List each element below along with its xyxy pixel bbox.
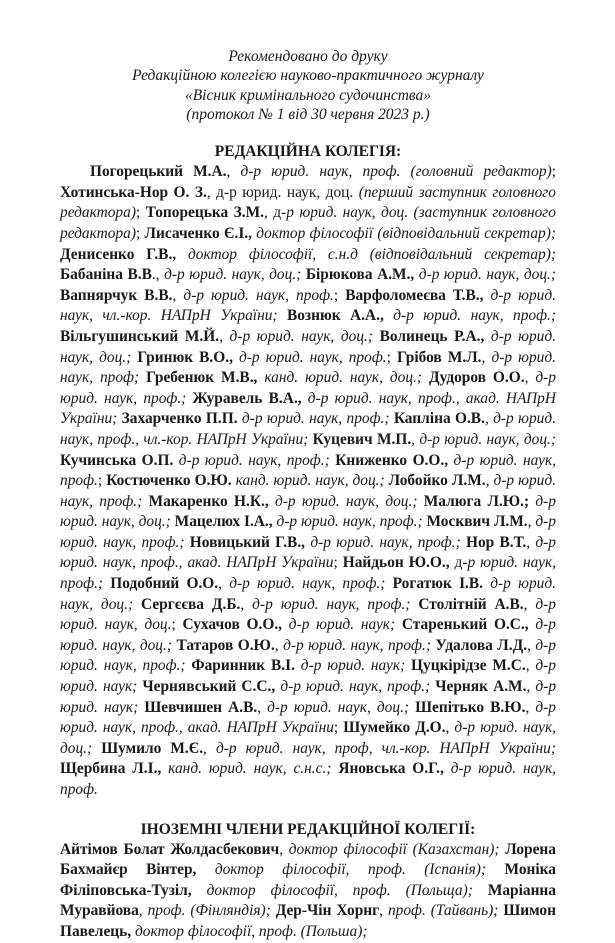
member-credentials: д-р юрид. наук, проф.;: [305, 533, 467, 551]
text-separator: ,: [279, 840, 289, 858]
text-separator: ,: [526, 533, 536, 551]
member-name: Найдьон Ю.О.,: [342, 554, 450, 572]
text-separator: ;: [171, 616, 183, 634]
member-credentials: р юрид. наук, доц. (заступник головного редактора): [60, 204, 556, 242]
text-separator: ;: [386, 348, 397, 366]
member-name: Шевчишен А.В.: [144, 698, 258, 716]
editorial-board-heading: РЕДАКЦІЙНА КОЛЕГІЯ:: [214, 143, 402, 161]
member-credentials: д-р юрид. наук, проф.;: [252, 595, 419, 613]
recommendation-block: [60, 47, 556, 124]
text-separator: , д-: [263, 204, 287, 222]
member-name: Айтімов Болат Жолдасбекович: [60, 840, 280, 858]
member-name: Яновська О.Г.,: [338, 760, 444, 778]
member-name: Шепітько В.Ю.: [415, 698, 526, 716]
member-name: Дер-Чін Хорнг: [275, 902, 380, 920]
member-credentials: проф. (Фінляндія);: [147, 902, 276, 920]
member-credentials: д-р юрид. наук, проф.;: [272, 513, 427, 531]
protocol-line: (протокол № 1 від 30 червня 2023 р.): [186, 105, 430, 123]
member-credentials: д-р юрид. наук, доц.;: [60, 575, 556, 613]
member-name: Костюченко О.Ю.: [106, 472, 232, 490]
text-separator: ,: [240, 595, 253, 613]
member-name: Вапнярчук В.В.: [60, 286, 173, 304]
member-name: Дудоров О.О.: [429, 369, 525, 387]
member-name: Книженко О.О.,: [335, 451, 449, 469]
member-credentials: д-р юрид. наук, проф.: [183, 286, 334, 304]
member-credentials: д-р юрид. наук, проф.;: [173, 451, 336, 469]
member-name: Денисенко Г.В.,: [60, 245, 177, 263]
foreign-members-list: [60, 840, 556, 943]
member-name: Сухачов О.О.,: [182, 616, 283, 634]
text-separator: ;: [333, 719, 344, 737]
member-name: Маріанна Муравйова: [60, 881, 556, 920]
member-credentials: , д-р юрид. наук, проф.;: [60, 369, 556, 407]
member-credentials: д-р юрид. наук;: [60, 657, 556, 696]
member-credentials: д-р юрид. наук, проф.;: [275, 678, 436, 696]
member-credentials: д-р юрид. наук;: [294, 657, 412, 675]
recommendation-line: Редакційною колегією науково-практичного журналу: [132, 67, 484, 85]
member-name: Цуцкірідзе М.С.: [411, 657, 526, 675]
member-credentials: канд. юрид. наук, с.н.с.;: [161, 760, 339, 778]
member-name: Бабаніна В.В: [60, 266, 152, 284]
member-name: Татаров О.Ю.: [176, 636, 275, 654]
member-name: Варфоломеєва Т.В.,: [345, 286, 484, 304]
member-credentials: доктор філософії, проф. (Польша);: [131, 922, 368, 940]
text-separator: ,: [218, 575, 230, 593]
member-name: Гребенюк М.В.,: [146, 369, 258, 387]
text-separator: ,: [527, 513, 536, 531]
member-name: Гринюк В.О.,: [137, 348, 233, 366]
member-name: Захарченко П.П.: [121, 410, 238, 428]
member-name: Столітній А.В.: [418, 595, 524, 613]
member-credentials: д-р юрид. наук, проф., акад. НАПрН України: [60, 698, 556, 737]
member-credentials: д-р юрид. наук, проф.;: [60, 636, 556, 675]
editorial-board-list: [60, 162, 556, 800]
text-separator: ;: [333, 286, 346, 304]
member-name: Бірюкова А.М.,: [305, 266, 415, 284]
member-credentials: д-р юрид. наук, доц.;: [60, 492, 556, 531]
member-credentials: проф. (Тайвань);: [387, 902, 504, 920]
member-credentials: (перший заступник головного редактора): [60, 183, 556, 222]
member-name: Вознюк А.А.,: [286, 307, 384, 325]
member-credentials: д-р юрид. наук, проф.: [60, 760, 556, 798]
member-name: Сергєєва Д.Б.: [141, 595, 241, 613]
member-credentials: д-р юрид. наук, доц.;: [60, 719, 556, 757]
member-name: Погорецький М.А.: [90, 163, 227, 181]
member-credentials: д-р юрид. наук, проф, чл.-кор. НАПрН України;: [215, 739, 556, 757]
member-name: Кучинська О.П.: [60, 451, 174, 469]
member-credentials: , д-р юрид. наук, проф.;: [60, 472, 557, 510]
text-separator: ,: [445, 719, 455, 737]
member-name: Москвич Л.М.: [426, 513, 528, 531]
member-name: Подобний О.О.: [110, 575, 219, 593]
member-credentials: д-р юрид. наук, проф.: [60, 451, 557, 490]
text-separator: ;: [333, 554, 343, 572]
member-credentials: д-р юрид. наук, доц.: [60, 595, 556, 634]
member-credentials: д-р юрид. наук, проф.;: [229, 575, 393, 593]
text-separator: , д-р юрид. наук, доц.: [206, 183, 359, 201]
member-name: Хотинська-Нор О. З.: [60, 183, 207, 201]
member-credentials: д-р юрид. наук, проф.;: [283, 636, 436, 654]
member-name: Щербина Л.І.,: [60, 760, 162, 778]
member-name: Удалова Л.Д.: [435, 636, 528, 654]
member-credentials: д-р юрид. наук, доц.;: [267, 698, 416, 716]
member-credentials: д-р юрид. наук;: [282, 616, 402, 634]
member-name: Шумило М.Є.: [101, 739, 204, 757]
member-credentials: , д-р юрид. наук, проф., чл.-кор. НАПрН України;: [60, 410, 556, 448]
member-credentials: д-р юрид. наук, доц.;: [60, 616, 556, 654]
text-separator: ,: [526, 678, 536, 696]
member-name: Лобойко Л.М.: [388, 472, 486, 490]
member-name: Лорена Бахмайєр Вінтер,: [60, 840, 556, 879]
member-name: Шумейко Д.О.: [343, 719, 446, 737]
text-separator: ;: [135, 204, 146, 222]
member-name: Малюга Л.Ю.;: [423, 492, 530, 510]
text-separator: ,: [257, 698, 268, 716]
member-credentials: д-р юрид. наук, доц.;: [268, 492, 424, 510]
journal-title: «Вісник кримінального судочинства»: [184, 86, 432, 104]
text-separator: ,: [525, 657, 536, 675]
text-separator: ,: [525, 698, 536, 716]
member-credentials: д-р юрид. наук, проф.: [232, 348, 387, 366]
member-credentials: д-р юрид. наук, доц.;: [414, 266, 556, 284]
member-name: Мацелюх І.А.,: [174, 513, 273, 531]
text-separator: ,: [138, 902, 148, 920]
member-credentials: , д-р юрид. наук, проф;: [60, 348, 557, 387]
text-separator: ,: [527, 636, 536, 654]
text-separator: ,: [523, 595, 536, 613]
member-credentials: , д-р юрид. наук, доц.;: [411, 430, 556, 448]
document-page: [60, 47, 556, 943]
member-name: Моніка Філіповська-Тузіл,: [60, 861, 556, 899]
recommendation-line: Рекомендовано до друку: [228, 48, 388, 65]
member-name: Макаренко Н.К.,: [148, 492, 269, 510]
text-separator: ,: [379, 902, 388, 920]
member-credentials: доктор філософії, проф. (Польща);: [191, 881, 488, 899]
member-name: Черняк А.М.: [435, 678, 527, 696]
member-name: Капліна О.В.: [393, 410, 485, 428]
member-credentials: д-р юрид. наук, проф., акад. НАПрН України: [60, 533, 556, 572]
member-credentials: доктор філософії (Казахстан);: [288, 840, 506, 858]
member-name: Новицький Г.В.,: [189, 533, 306, 551]
member-credentials: д-р юрид. наук, проф., акад. НАПрН України;: [60, 389, 556, 428]
member-name: Чернявський С.С.,: [142, 678, 276, 696]
member-name: Фаринник В.І.: [191, 657, 295, 675]
member-credentials: канд. юрид. наук, доц.;: [231, 472, 389, 490]
member-credentials: , д-р юрид. наук, доц.;: [219, 327, 380, 345]
member-name: Старенький О.С.,: [401, 616, 529, 634]
member-credentials: д-р юрид. наук, доц.;: [164, 266, 306, 284]
member-credentials: доктор філософії, проф. (Іспанія);: [196, 861, 505, 879]
member-credentials: д-р юрид. наук, чл.-кор. НАПрН України;: [60, 286, 557, 325]
text-separator: ,: [203, 739, 216, 757]
member-credentials: д-р юрид. наук;: [60, 678, 557, 716]
text-separator: ,: [226, 163, 241, 181]
text-separator: ,: [274, 636, 284, 654]
member-name: Вільгушинський М.Й.: [60, 327, 220, 345]
member-name: Лисаченко Є.І.,: [144, 224, 252, 242]
member-credentials: д-р юрид. наук, проф.;: [60, 513, 556, 551]
text-separator: ;: [551, 163, 556, 181]
member-name: Журавель В.А.,: [192, 389, 302, 407]
member-name: Нор В.Т.: [466, 533, 527, 551]
member-credentials: д-р юрид. наук, проф.;: [383, 307, 556, 325]
member-credentials: д-р юрид. наук, доц.;: [60, 327, 556, 366]
member-name: Грібов М.Л.: [396, 348, 482, 366]
text-separator: .,: [151, 266, 165, 284]
member-credentials: д-р юрид. наук, проф.;: [237, 410, 394, 428]
foreign-members-heading: ІНОЗЕМНІ ЧЛЕНИ РЕДАКЦІЙНОЇ КОЛЕГІЇ:: [140, 820, 476, 838]
member-credentials: д-р юрид. наук, проф. (головний редактор): [240, 163, 552, 181]
member-credentials: канд. юрид. наук, доц.;: [257, 369, 429, 387]
member-credentials: -р юрид. наук, проф.;: [60, 554, 557, 593]
member-credentials: доктор філософії (відповідальний секретар);: [252, 224, 556, 242]
text-separator: д: [449, 554, 463, 572]
member-name: Куцевич М.П.: [312, 430, 412, 448]
text-separator: ,: [172, 286, 184, 304]
member-name: Волинець Р.А.,: [379, 327, 485, 345]
member-name: Рогатюк І.В.: [392, 575, 484, 593]
member-credentials: доктор філософії, с.н.д (відповідальний секретар);: [176, 245, 557, 263]
member-name: Шимон Павелець,: [60, 902, 556, 940]
text-separator: ;: [135, 224, 145, 242]
member-name: Топорецька З.М.: [145, 204, 264, 222]
text-separator: ;: [97, 472, 107, 490]
